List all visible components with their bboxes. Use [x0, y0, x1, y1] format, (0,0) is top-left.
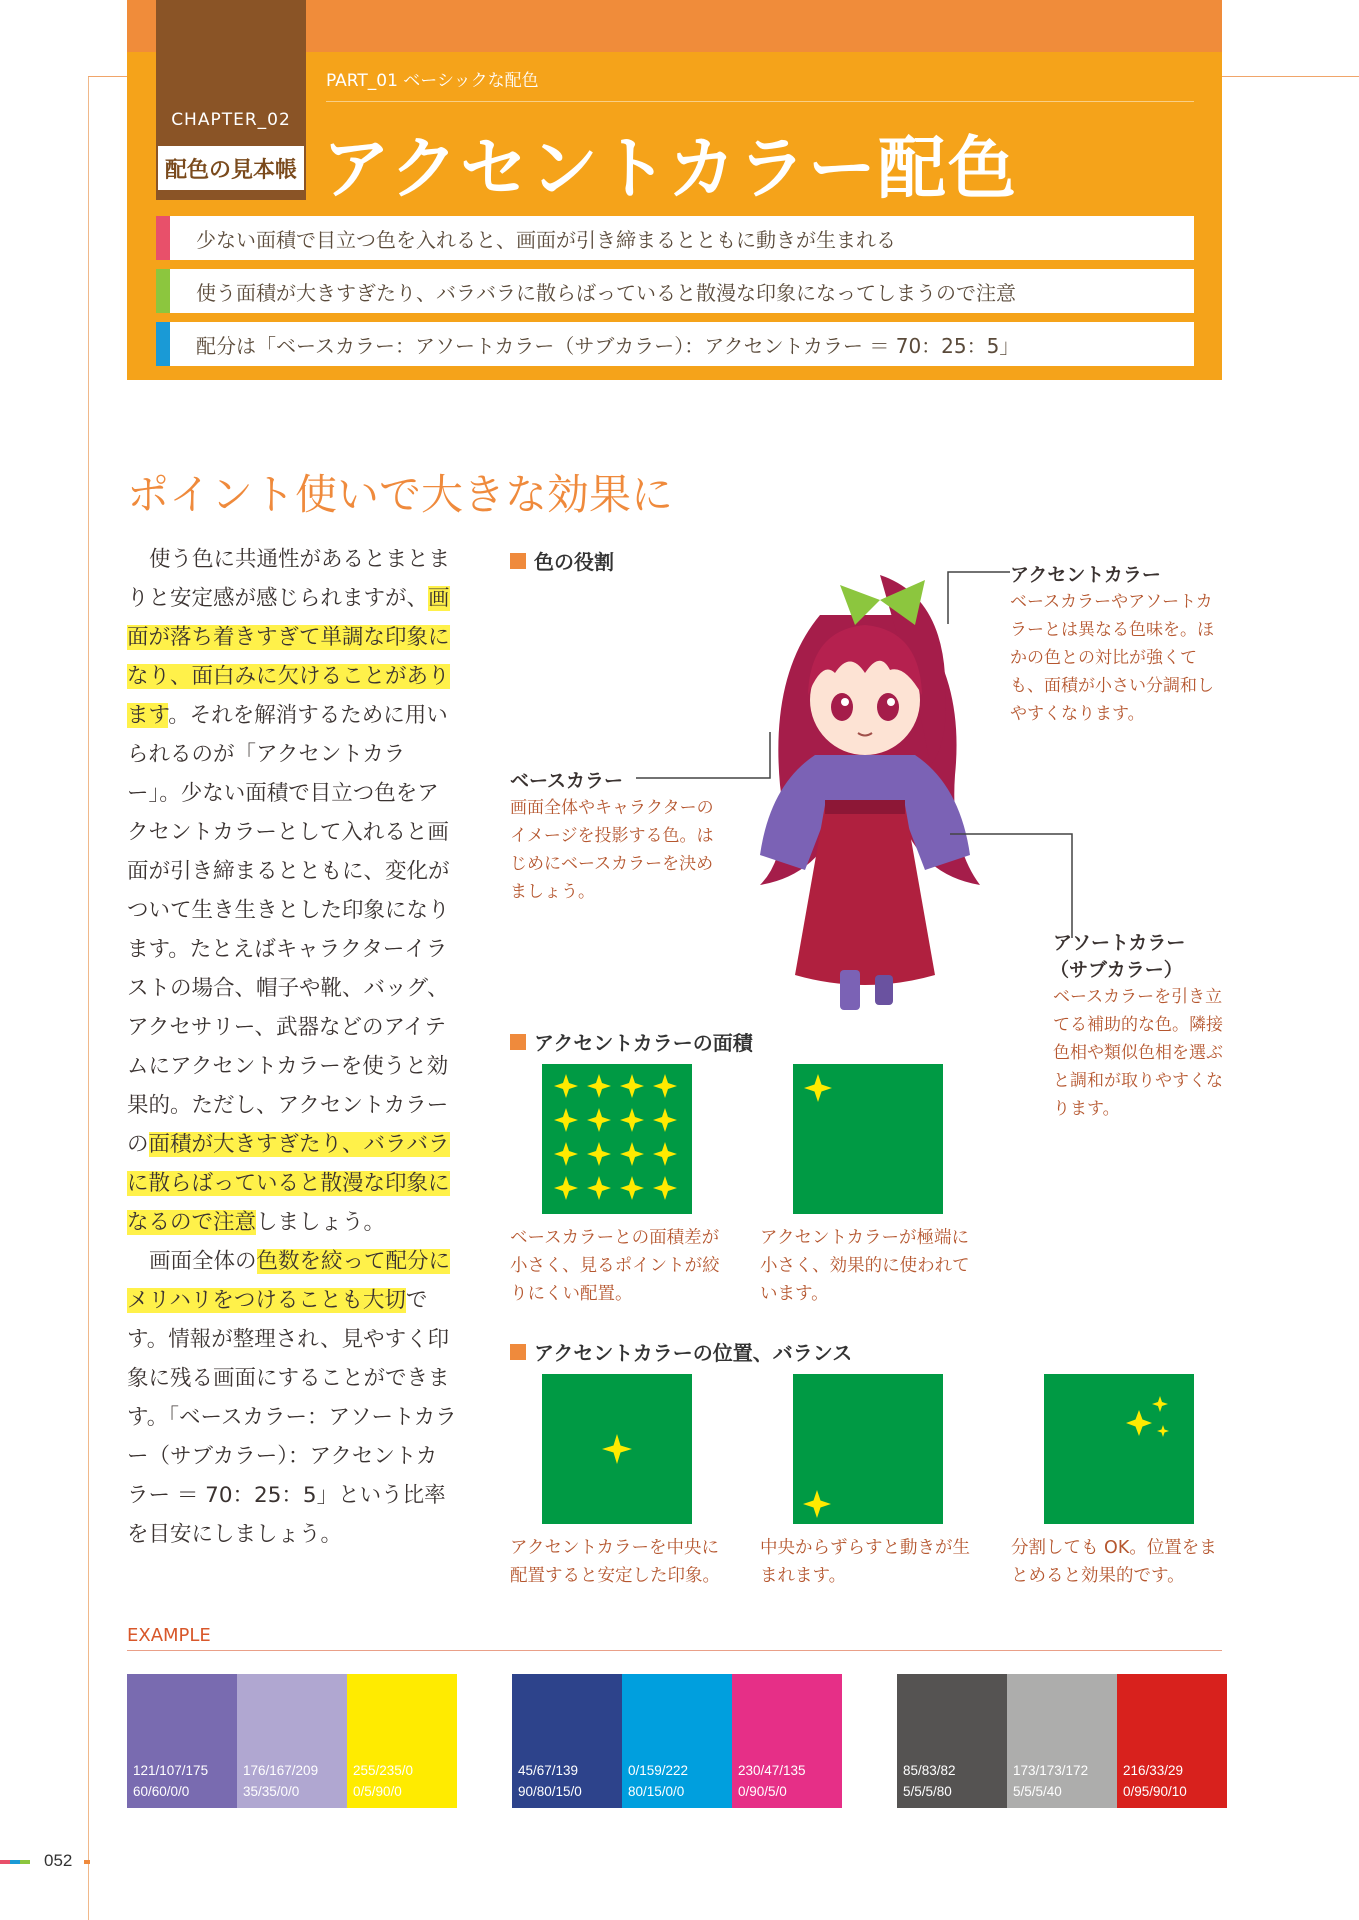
swatch-values — [518, 1760, 582, 1802]
color-swatch — [897, 1674, 1007, 1808]
swatch-cmyk: 80/15/0/0 — [628, 1784, 685, 1799]
key-point — [156, 322, 1194, 366]
boot — [875, 975, 893, 1005]
subheading-text: アクセントカラーの面積 — [534, 1031, 753, 1055]
caption: 分割しても OK。位置をまとめると効果的です。 — [1011, 1538, 1217, 1586]
swatch-rgb: 0/159/222 — [628, 1763, 689, 1778]
color-swatch — [732, 1674, 842, 1808]
swatch-values — [1123, 1760, 1187, 1802]
color-swatch — [512, 1674, 622, 1808]
eye-highlight — [887, 698, 895, 706]
body-text — [127, 540, 457, 1554]
color-swatch — [1007, 1674, 1117, 1808]
caption: 中央からずらすと動きが生まれます。 — [760, 1538, 970, 1586]
section-title: ポイント使いで大きな効果に — [127, 470, 674, 519]
key-point — [156, 216, 1194, 260]
swatch-cmyk: 0/95/90/10 — [1123, 1784, 1187, 1799]
leader-line — [636, 728, 776, 788]
callout-text-assort: ベースカラーを引き立てる補助的な色。隣接色相や類似色相を選ぶと調和が取りやすくなります。 — [1053, 987, 1223, 1119]
swatch-rgb: 176/167/209 — [243, 1763, 319, 1778]
subheading-roles — [510, 546, 614, 575]
swatch-rgb: 173/173/172 — [1013, 1763, 1089, 1778]
sample-split-accent — [1044, 1374, 1194, 1524]
swatch-values — [903, 1760, 956, 1802]
swatch-cmyk: 35/35/0/0 — [243, 1784, 300, 1799]
page-title: アクセントカラー配色 — [322, 130, 1018, 209]
caption: アクセントカラーが極端に小さく、効果的に使われています。 — [760, 1228, 970, 1304]
color-swatch — [622, 1674, 732, 1808]
caption: アクセントカラーを中央に配置すると安定した印象。 — [510, 1538, 720, 1586]
page-marker — [20, 1860, 30, 1864]
highlight-text: 色数を絞って配分にメリハリをつけることも大切 — [127, 1249, 451, 1313]
chapter-label: CHAPTER_02 — [171, 110, 291, 130]
example-label: EXAMPLE — [127, 1625, 211, 1646]
subheading-text: 色の役割 — [534, 550, 614, 574]
sample-center-accent — [542, 1374, 692, 1524]
subheading-position — [510, 1337, 852, 1366]
eye — [831, 693, 853, 721]
callout-title-base: ベースカラー — [510, 770, 624, 792]
color-swatch — [127, 1674, 237, 1808]
highlight-text: 画面が落ち着きすぎて単調な印象になり、面白みに欠けることがあります — [127, 586, 450, 728]
eye-highlight — [841, 698, 849, 706]
divider — [326, 101, 1194, 102]
swatch-values — [628, 1760, 688, 1802]
subheading-text: アクセントカラーの位置、バランス — [534, 1341, 853, 1365]
swatch-values — [243, 1760, 318, 1802]
page-frame-line — [88, 76, 89, 1920]
page-marker — [84, 1860, 90, 1864]
divider — [127, 1650, 1222, 1651]
point-text: 配分は「ベースカラー：アソートカラー（サブカラー）：アクセントカラー ＝ 70：25：5」 — [196, 333, 1020, 358]
callout-text-base: 画面全体やキャラクターのイメージを投影する色。はじめにベースカラーを決めましょう。 — [510, 798, 714, 902]
point-marker — [156, 269, 170, 313]
key-point — [156, 269, 1194, 313]
chapter-subtitle: 配色の見本帳 — [158, 146, 304, 190]
swatch-rgb: 255/235/0 — [353, 1763, 414, 1778]
obi — [825, 800, 905, 814]
leader-line — [950, 830, 1080, 940]
swatch-values — [738, 1760, 806, 1802]
callout-title-assort: アソートカラー — [1053, 932, 1186, 954]
swatch-values — [1013, 1760, 1088, 1802]
page-number: 052 — [44, 1851, 73, 1870]
swatch-cmyk: 0/90/5/0 — [738, 1784, 787, 1799]
body-span: 画面全体の — [149, 1249, 257, 1274]
point-text: 使う面積が大きすぎたり、バラバラに散らばっていると散漫な印象になってしまうので注意 — [196, 280, 1016, 305]
swatch-cmyk: 5/5/5/40 — [1013, 1784, 1062, 1799]
body-span: しましょう。 — [256, 1210, 386, 1235]
color-swatch — [1117, 1674, 1227, 1808]
part-label: PART_01 ベーシックな配色 — [326, 71, 539, 91]
swatch-cmyk: 60/60/0/0 — [133, 1784, 190, 1799]
swatch-cmyk: 90/80/15/0 — [518, 1784, 582, 1799]
point-text: 少ない面積で目立つ色を入れると、画面が引き締まるとともに動きが生まれる — [196, 227, 896, 252]
body-span: 。それを解消するために用いられるのが「アクセントカラー」。少ない面積で目立つ色をアクセントカラーとして入れると画面が引き締まるとともに、変化がついて生き生きとした印象になります。たとえばキャラクターイラストの場合、帽子や靴、バッグ、アクセサリー、武器などのアイテムにアクセントカラーを使うと効果的。ただし、アクセントカラーの — [127, 703, 450, 1157]
page-frame-line — [1222, 76, 1359, 77]
color-swatch — [237, 1674, 347, 1808]
swatch-values — [133, 1760, 208, 1802]
page-marker — [10, 1860, 20, 1864]
color-swatch — [347, 1674, 457, 1808]
swatch-values — [353, 1760, 413, 1802]
page-marker — [0, 1860, 10, 1864]
swatch-cmyk: 0/5/90/0 — [353, 1784, 402, 1799]
boot — [840, 970, 860, 1010]
point-marker — [156, 216, 170, 260]
heading-marker — [510, 1034, 526, 1050]
callout-title-assort-sub: （サブカラー） — [1050, 959, 1183, 981]
heading-marker — [510, 553, 526, 569]
heading-marker — [510, 1344, 526, 1360]
leader-line — [940, 568, 1010, 628]
body-span: 使う色に共通性があるとまとまりと安定感が感じられますが、 — [127, 547, 451, 611]
swatch-rgb: 121/107/175 — [133, 1763, 209, 1778]
callout-title-accent: アクセントカラー — [1010, 564, 1161, 586]
swatch-rgb: 85/83/82 — [903, 1763, 956, 1778]
sample-background — [1044, 1374, 1194, 1524]
sample-small-accent — [793, 1064, 943, 1214]
sample-many-accents — [542, 1064, 692, 1214]
subheading-area — [510, 1027, 753, 1056]
caption: ベースカラーとの面積差が小さく、見るポイントが絞りにくい配置。 — [510, 1228, 720, 1304]
sample-offset-accent — [793, 1374, 943, 1524]
swatch-rgb: 45/67/139 — [518, 1763, 579, 1778]
point-marker — [156, 322, 170, 366]
swatch-rgb: 216/33/29 — [1123, 1763, 1184, 1778]
callout-text-accent: ベースカラーやアソートカラーとは異なる色味を。ほかの色との対比が強くても、面積が小さい分調和しやすくなります。 — [1010, 592, 1214, 724]
swatch-cmyk: 5/5/5/80 — [903, 1784, 952, 1799]
highlight-text: 面積が大きすぎたり、バラバラに散らばっていると散漫な印象になるので注意 — [127, 1132, 450, 1235]
eye — [877, 693, 899, 721]
body-span: です。情報が整理され、見やすく印象に残る画面にすることができます。「ベースカラー：アソートカラー（サブカラー）：アクセントカラー ＝ 70：25：5」という比率を目安にしましょう。 — [127, 1288, 457, 1547]
swatch-rgb: 230/47/135 — [738, 1763, 806, 1778]
page-frame-line — [88, 76, 128, 77]
